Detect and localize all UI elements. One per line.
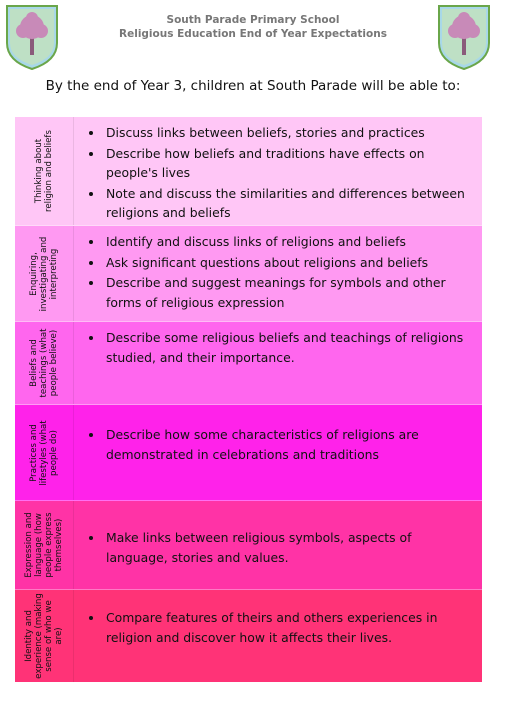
document-header	[0, 13, 506, 41]
document-title: Religious Education End of Year Expectations	[119, 28, 387, 40]
row-label: Beliefs and teachings (what people believe)	[15, 322, 74, 404]
bullet-list	[84, 425, 472, 464]
list-item: • Describe how beliefs and traditions have effects on people's lives	[104, 144, 472, 183]
bullet-list	[84, 608, 472, 647]
table-row	[15, 322, 482, 405]
list-item: • Describe how some characteristics of religions are demonstrated in celebrations and traditions	[104, 425, 472, 464]
row-label: Thinking about religion and beliefs	[15, 117, 74, 225]
school-name: South Parade Primary School	[166, 14, 340, 26]
list-item: • Make links between religious symbols, aspects of language, stories and values.	[104, 528, 472, 567]
expectations-table	[15, 117, 482, 682]
table-row	[15, 590, 482, 682]
list-item: • Describe some religious beliefs and teachings of religions studied, and their importance.	[104, 328, 472, 367]
table-row	[15, 226, 482, 322]
row-label: Expression and language (how people express themselves)	[15, 501, 74, 589]
list-item: • Note and discuss the similarities and differences between religions and beliefs	[104, 184, 472, 223]
table-row	[15, 117, 482, 226]
table-row	[15, 405, 482, 501]
row-label: Practices and lifestyles (what people do)	[15, 405, 74, 500]
list-item: • Ask significant questions about religions and beliefs	[104, 253, 472, 273]
bullet-list	[84, 123, 472, 223]
intro-statement: By the end of Year 3, children at South Parade will be able to:	[45, 78, 461, 94]
list-item: • Describe and suggest meanings for symbols and other forms of religious expression	[104, 273, 472, 312]
bullet-list	[84, 232, 472, 312]
bullet-list	[84, 328, 472, 367]
list-item: • Discuss links between beliefs, stories and practices	[104, 123, 472, 143]
bullet-list	[84, 528, 472, 567]
list-item: • Compare features of theirs and others experiences in religion and discover how it affects their lives.	[104, 608, 472, 647]
table-row	[15, 501, 482, 590]
row-label: Enquiring, investigating and interpreting	[15, 226, 74, 321]
list-item: • Identify and discuss links of religions and beliefs	[104, 232, 472, 252]
row-label: Identity and experience (making sense of who we are)	[15, 590, 74, 682]
